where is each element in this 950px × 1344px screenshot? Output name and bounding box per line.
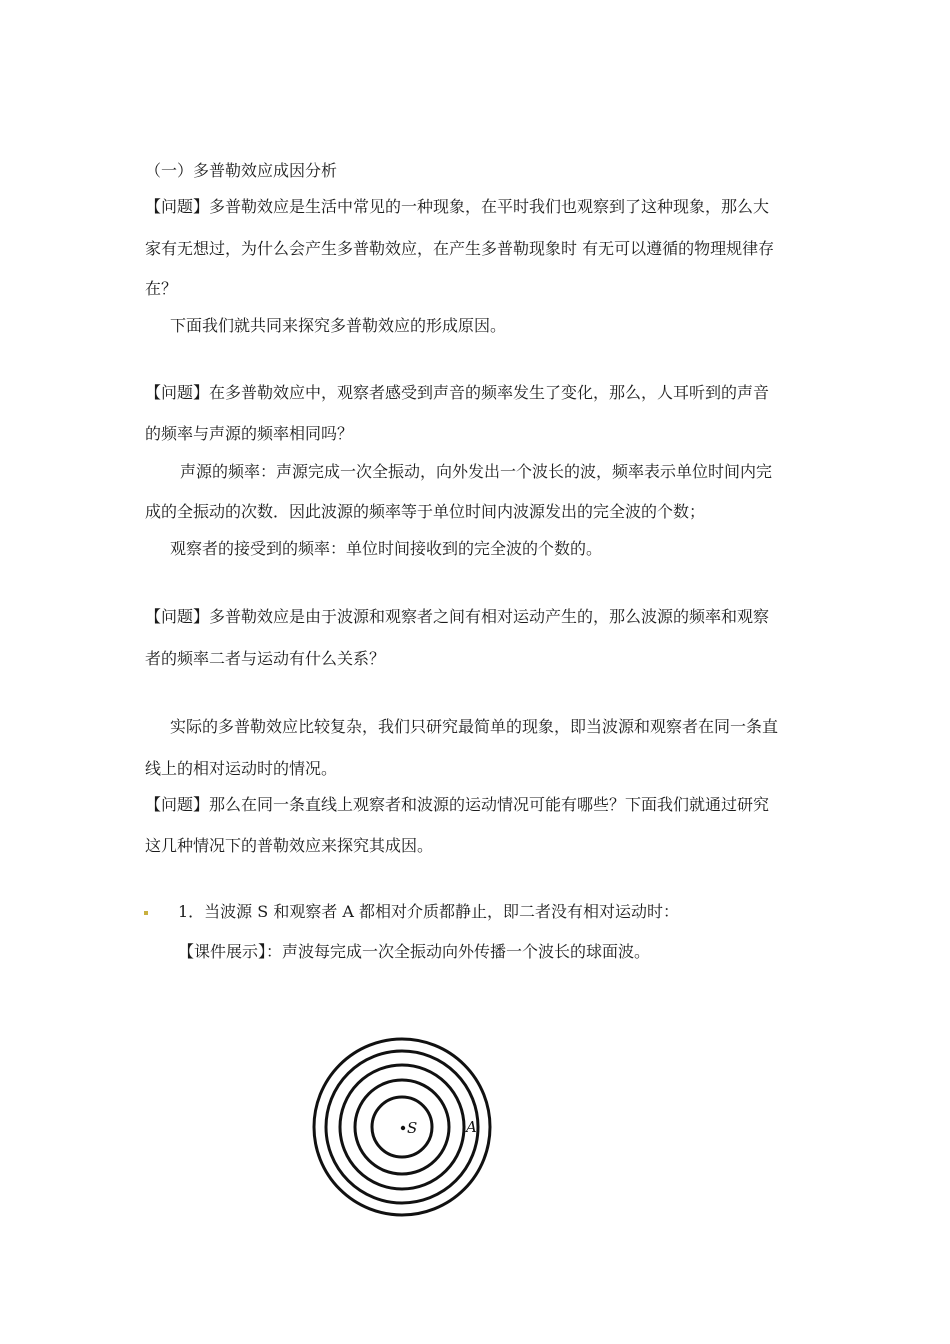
paragraph-line: 声源的频率：声源完成一次全振动，向外发出一个波长的波，频率表示单位时间内完 — [180, 462, 773, 481]
paragraph-line: 【课件展示】：声波每完成一次全振动向外传播一个波长的球面波。 — [178, 942, 651, 961]
bullet-marker — [144, 911, 148, 915]
section-heading: （一）多普勒效应成因分析 — [145, 161, 338, 180]
paragraph-line: 成的全振动的次数．因此波源的频率等于单位时间内波源发出的完全波的个数； — [145, 502, 706, 521]
paragraph-line: 者的频率二者与运动有什么关系？ — [145, 649, 386, 668]
paragraph-line: 线上的相对运动时的情况。 — [145, 759, 338, 778]
paragraph-line: 【问题】那么在同一条直线上观察者和波源的运动情况可能有哪些？下面我们就通过研究 — [145, 795, 770, 814]
paragraph-line: 下面我们就共同来探究多普勒效应的形成原因。 — [170, 316, 507, 335]
paragraph-line: 在？ — [145, 279, 178, 298]
paragraph-line: 的频率与声源的频率相同吗？ — [145, 424, 354, 443]
paragraph-line: 【问题】在多普勒效应中，观察者感受到声音的频率发生了变化，那么，人耳听到的声音 — [145, 383, 770, 402]
source-point — [401, 1126, 405, 1130]
paragraph-line: 1．当波源 S 和观察者 A 都相对介质都静止，即二者没有相对运动时： — [178, 902, 680, 921]
paragraph-line: 家有无想过，为什么会产生多普勒效应，在产生多普勒现象时 有无可以遵循的物理规律存 — [145, 239, 775, 258]
observer-label: A — [466, 1118, 477, 1136]
paragraph-line: 【问题】多普勒效应是生活中常见的一种现象，在平时我们也观察到了这种现象，那么大 — [145, 197, 770, 216]
source-label: S — [407, 1119, 418, 1137]
paragraph-line: 观察者的接受到的频率：单位时间接收到的完全波的个数的。 — [170, 539, 603, 558]
concentric-wave-figure — [310, 1035, 510, 1225]
paragraph-line: 【问题】多普勒效应是由于波源和观察者之间有相对运动产生的，那么波源的频率和观察 — [145, 607, 770, 626]
paragraph-line: 实际的多普勒效应比较复杂，我们只研究最简单的现象，即当波源和观察者在同一条直 — [170, 717, 779, 736]
paragraph-line: 这几种情况下的普勒效应来探究其成因。 — [145, 836, 434, 855]
